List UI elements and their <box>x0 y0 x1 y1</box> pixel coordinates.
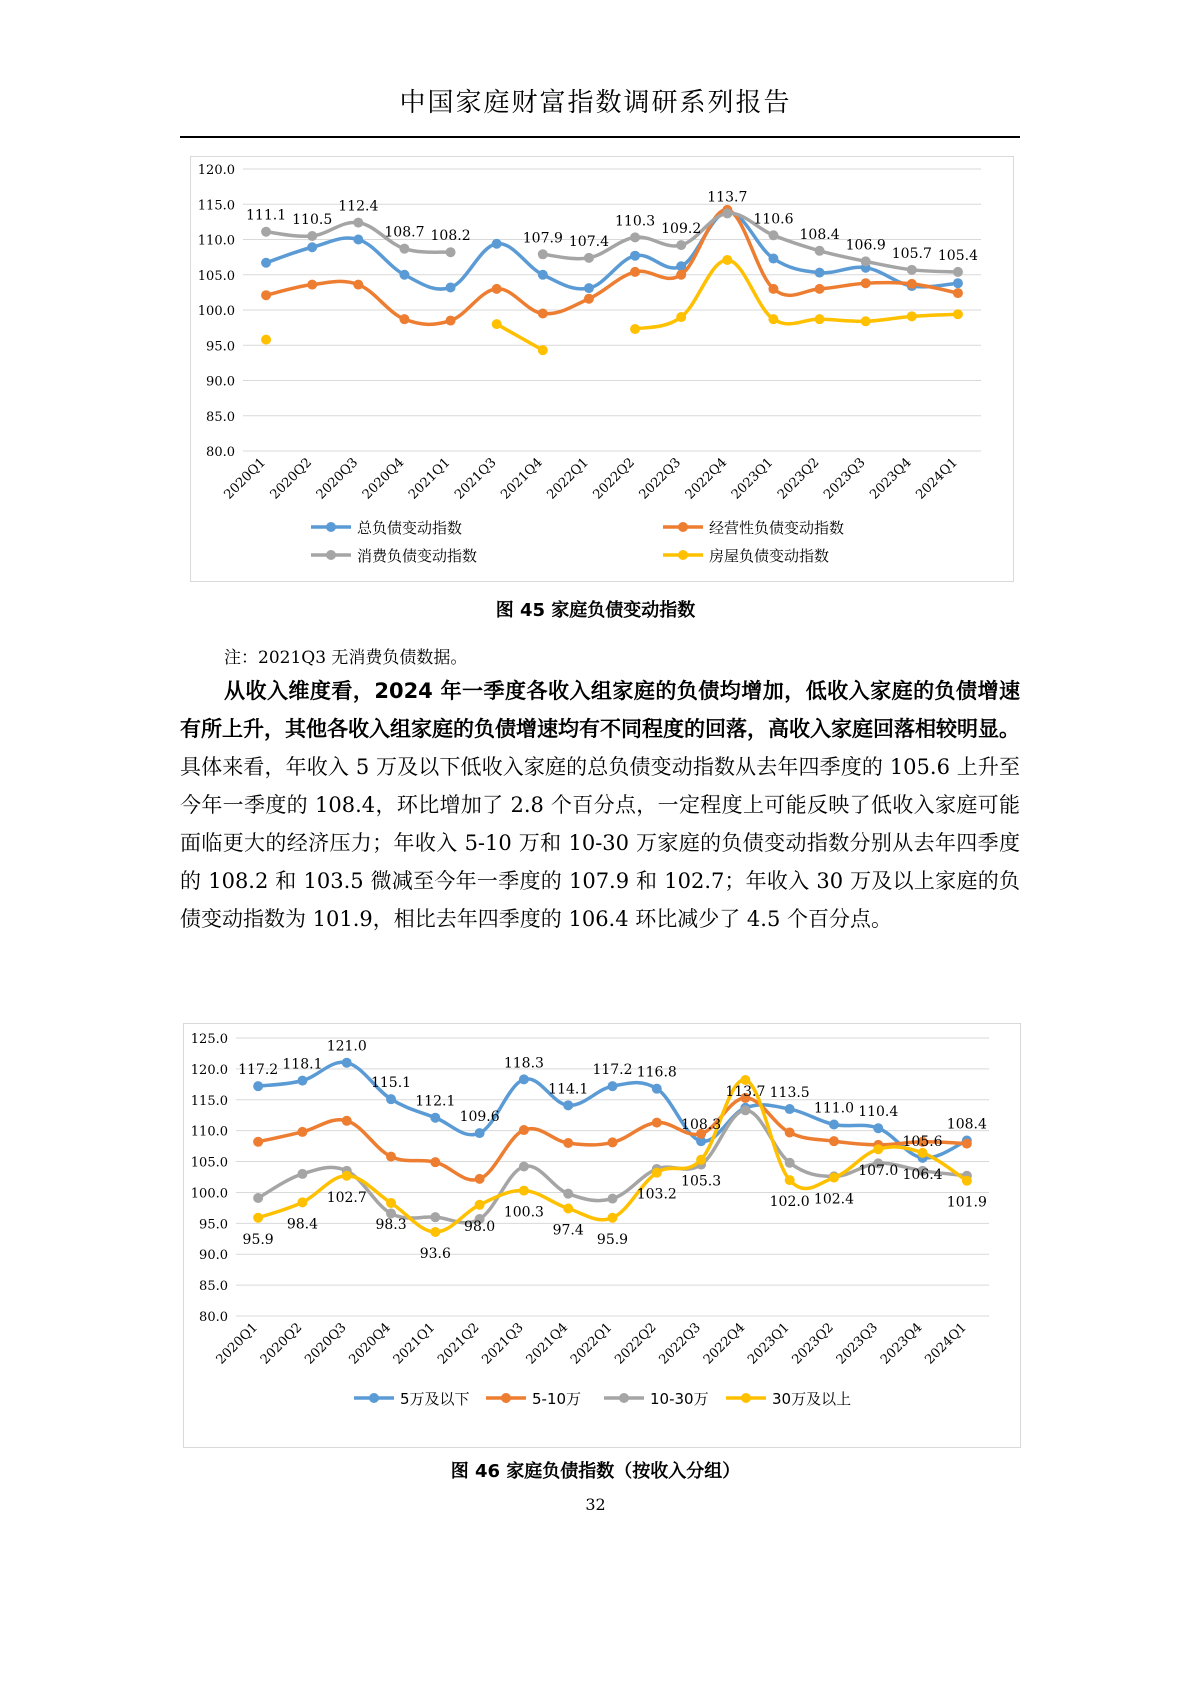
chart2-xtick-label: 2023Q3 <box>833 1320 882 1368</box>
chart2-series-1-data-label: 121.0 <box>326 1038 367 1055</box>
chart2-series-4-point <box>608 1213 618 1223</box>
chart2-series-1-point <box>342 1058 352 1068</box>
chart1-series-3-point <box>953 267 963 277</box>
chart2-series-1-data-label: 110.4 <box>858 1104 899 1121</box>
chart2-ytick-label: 105.0 <box>190 1155 228 1171</box>
chart1-note: 注：2021Q3 无消费负债数据。 <box>224 648 468 668</box>
chart2-series-2-point <box>608 1137 618 1147</box>
chart1-series-4-point <box>861 316 871 326</box>
chart1-legend-2-label: 经营性负债变动指数 <box>709 519 845 537</box>
chart2-xtick-label: 2023Q1 <box>745 1320 793 1368</box>
chart2-series-4-data-label: 100.3 <box>503 1204 544 1221</box>
chart2-series-1-data-label: 113.7 <box>725 1083 766 1100</box>
chart2-series-1-data-label: 115.1 <box>370 1075 412 1092</box>
chart2-series-1-data-label: 116.8 <box>636 1064 677 1081</box>
chart1-xtick-label: 2022Q4 <box>682 455 731 503</box>
chart2-ytick-label: 85.0 <box>199 1279 228 1295</box>
chart1-series-3-point <box>307 231 317 241</box>
chart1-series-3-data-label: 107.4 <box>568 233 609 250</box>
chart1-series-3-data-label: 111.1 <box>246 207 287 224</box>
chart2-legend-1-label: 5万及以下 <box>400 1390 470 1408</box>
chart1-series-4-point <box>907 311 917 321</box>
chart2-series-4-point <box>297 1197 307 1207</box>
chart1-series-2-point <box>584 294 594 304</box>
chart2-series-2-point <box>297 1127 307 1137</box>
chart2-series-2-point <box>475 1174 485 1184</box>
chart2-ytick-label: 110.0 <box>190 1124 228 1140</box>
chart2-xtick-label: 2020Q4 <box>346 1320 394 1368</box>
chart1-legend-4-marker <box>678 550 688 560</box>
report-header-title: 中国家庭财富指数调研系列报告 <box>399 88 792 118</box>
chart2-series-4-point <box>430 1227 440 1237</box>
chart2-ytick-label: 95.0 <box>199 1217 228 1233</box>
chart1-ytick-label: 90.0 <box>206 374 235 390</box>
chart2-series-2-point <box>519 1125 529 1135</box>
chart2-series-4-point <box>873 1144 883 1154</box>
chart2-series-4-point <box>253 1213 263 1223</box>
chart1-series-3-point <box>399 244 409 254</box>
chart2-series-4-point <box>785 1175 795 1185</box>
chart2-ytick-label: 120.0 <box>190 1062 228 1078</box>
chart2-xtick-label: 2021Q2 <box>435 1320 483 1368</box>
chart1-series-1-point <box>492 239 502 249</box>
chart1-series-3-point <box>353 218 363 228</box>
chart1-xtick-label: 2021Q1 <box>406 455 454 503</box>
chart2-series-1-point <box>430 1113 440 1123</box>
chart2-series-3-point <box>608 1194 618 1204</box>
chart2-series-4-data-label: 93.6 <box>419 1245 451 1262</box>
chart2-series-1-point <box>829 1119 839 1129</box>
chart2-xtick-label: 2020Q3 <box>302 1320 350 1368</box>
chart2-legend-4-label: 30万及以上 <box>772 1390 852 1408</box>
chart1-ytick-label: 100.0 <box>197 304 235 319</box>
chart1-xtick-label: 2020Q2 <box>267 455 316 503</box>
chart1-series-1-point <box>446 282 456 292</box>
chart1-series-3-data-label: 112.4 <box>338 198 379 215</box>
chart1-series-1-point <box>399 270 409 280</box>
chart1-legend-3-marker <box>326 550 336 560</box>
chart1-series-3-data-label: 110.5 <box>292 211 333 228</box>
chart2-series-4-data-label: 98.3 <box>375 1216 407 1233</box>
chart1-series-4-line <box>497 324 543 350</box>
chart2-legend-3-marker <box>619 1393 629 1403</box>
chart1-xtick-label: 2020Q4 <box>359 455 408 503</box>
chart1-xtick-label: 2022Q2 <box>590 455 638 503</box>
chart2-series-4-point <box>563 1204 573 1214</box>
chart1-series-1-point <box>953 278 963 288</box>
chart2-series-3-point <box>253 1193 263 1203</box>
chart2-series-4-data-label: 98.0 <box>464 1218 496 1235</box>
chart1-xtick-label: 2023Q4 <box>867 455 915 503</box>
chart2-svg <box>184 1024 1020 1447</box>
chart1-series-3-point <box>538 249 548 259</box>
chart1-legend-4-label: 房屋负债变动指数 <box>709 547 830 565</box>
chart1-series-2-point <box>630 267 640 277</box>
chart2-series-3-point <box>519 1161 529 1171</box>
chart2-series-2-point <box>785 1128 795 1138</box>
chart1-series-1-point <box>815 268 825 278</box>
chart1-legend-1-label: 总负债变动指数 <box>357 519 463 537</box>
chart2-legend-4-marker <box>741 1393 751 1403</box>
chart1-series-3-point <box>630 232 640 242</box>
chart1-series-3-point <box>584 253 594 263</box>
body-paragraph <box>180 672 1020 938</box>
chart1-series-1-point <box>307 242 317 252</box>
chart1-ytick-label: 115.0 <box>197 198 235 214</box>
chart2-ytick-label: 100.0 <box>190 1186 228 1202</box>
chart2-ytick-label: 125.0 <box>190 1032 228 1047</box>
chart2-legend-2-marker <box>501 1393 511 1403</box>
chart1-series-3-point <box>907 265 917 275</box>
paragraph-bold-lead: 从收入维度看，2024 年一季度各收入组家庭的负债均增加，低收入家庭的负债增速有所上升，其他各收入组家庭的负债增速均有不同程度的回落，高收入家庭回落相较明显。 <box>180 679 1020 741</box>
chart1-ytick-label: 105.0 <box>197 268 235 284</box>
chart2-series-4-point <box>652 1168 662 1178</box>
chart1-caption: 图 45 家庭负债变动指数 <box>495 600 696 621</box>
chart2-series-4-line <box>258 1080 967 1232</box>
chart1-series-3-point <box>815 246 825 256</box>
chart2-series-2-point <box>962 1139 972 1149</box>
chart1-xtick-label: 2021Q4 <box>498 455 546 503</box>
chart2-series-1-point <box>475 1128 485 1138</box>
chart2-series-1-data-label: 105.6 <box>902 1133 943 1150</box>
chart2-series-4-point <box>519 1186 529 1196</box>
chart1-xtick-label: 2023Q1 <box>728 455 777 503</box>
chart1-series-3-data-label: 106.9 <box>845 237 886 254</box>
chart2-xtick-label: 2022Q2 <box>612 1320 660 1368</box>
chart1-xtick-label: 2021Q3 <box>452 455 500 503</box>
chart2-series-1-data-label: 118.1 <box>282 1056 323 1073</box>
chart1-series-1-point <box>768 254 778 264</box>
chart1-series-3-data-label: 108.4 <box>799 226 840 243</box>
chart1-series-4-point <box>261 335 271 345</box>
chart2-series-4-data-label: 102.7 <box>326 1189 367 1206</box>
chart2-legend-2-label: 5-10万 <box>532 1390 582 1408</box>
chart1-series-4-point <box>630 324 640 334</box>
chart1-series-2-point <box>953 288 963 298</box>
chart2-series-2-point <box>563 1138 573 1148</box>
chart2-series-4-data-label: 105.3 <box>681 1173 722 1190</box>
chart2-series-1-data-label: 108.4 <box>946 1116 987 1133</box>
chart1-series-3-data-label: 110.6 <box>753 211 794 228</box>
chart2-ytick-label: 80.0 <box>199 1310 228 1325</box>
chart2-series-4-data-label: 102.4 <box>813 1191 855 1208</box>
chart2-series-1-data-label: 114.1 <box>548 1081 589 1098</box>
chart2-xtick-label: 2023Q2 <box>789 1320 837 1368</box>
chart2-xtick-label: 2020Q2 <box>257 1320 306 1368</box>
chart1-series-2-point <box>307 280 317 290</box>
chart2-series-1-point <box>608 1081 618 1091</box>
chart2-xtick-label: 2022Q4 <box>700 1320 749 1368</box>
chart1-series-4-point <box>538 345 548 355</box>
chart2-series-1-point <box>519 1074 529 1084</box>
chart2-series-2-point <box>829 1136 839 1146</box>
chart1-series-3-point <box>446 247 456 257</box>
chart1-series-2-point <box>538 309 548 319</box>
page-number: 32 <box>585 1495 606 1514</box>
chart2-series-3-point <box>297 1169 307 1179</box>
chart2-series-1-data-label: 113.5 <box>769 1085 810 1102</box>
chart2-xtick-label: 2022Q1 <box>567 1320 616 1368</box>
chart2-series-4-data-label: 95.9 <box>242 1231 274 1248</box>
chart1-legend-1-marker <box>326 522 336 532</box>
chart1-series-4-point <box>676 312 686 322</box>
chart1-ytick-label: 85.0 <box>206 409 235 425</box>
chart1-xtick-label: 2020Q3 <box>313 455 362 503</box>
chart1-series-1-point <box>630 251 640 261</box>
chart2-xtick-label: 2021Q1 <box>390 1320 439 1368</box>
chart1-series-2-point <box>492 284 502 294</box>
chart2-xtick-label: 2021Q4 <box>523 1320 572 1368</box>
chart2-series-4-data-label: 95.9 <box>596 1231 629 1248</box>
chart2-series-1-point <box>652 1084 662 1094</box>
chart2-series-1-point <box>297 1076 307 1086</box>
chart1-series-2-point <box>353 280 363 290</box>
chart2-series-1-data-label: 111.0 <box>813 1100 855 1117</box>
chart2-series-1-data-label: 117.2 <box>238 1062 279 1079</box>
chart1-series-4-point <box>953 309 963 319</box>
chart1-series-3-data-label: 113.7 <box>707 189 748 206</box>
chart2-series-4-point <box>962 1176 972 1186</box>
chart-debt-change-index <box>190 156 1014 582</box>
chart2-series-4-point <box>475 1200 485 1210</box>
chart2-xtick-label: 2020Q1 <box>213 1320 261 1368</box>
chart2-xtick-label: 2024Q1 <box>922 1320 970 1368</box>
chart1-ytick-label: 110.0 <box>197 233 235 249</box>
chart2-series-1-point <box>873 1123 883 1133</box>
chart2-series-2-point <box>386 1152 396 1162</box>
chart1-ytick-label: 80.0 <box>206 445 235 460</box>
chart1-xtick-label: 2023Q2 <box>775 455 823 503</box>
chart1-series-2-point <box>815 284 825 294</box>
chart2-series-2-point <box>652 1118 662 1128</box>
chart1-series-2-point <box>446 316 456 326</box>
header-rule <box>180 136 1020 138</box>
chart2-series-1-point <box>253 1081 263 1091</box>
chart1-series-3-data-label: 105.7 <box>891 245 932 262</box>
chart1-xtick-label: 2020Q1 <box>221 455 269 503</box>
chart1-series-3-data-label: 109.2 <box>661 221 702 238</box>
chart2-series-1-data-label: 117.2 <box>592 1062 633 1079</box>
chart1-ytick-label: 95.0 <box>206 339 235 355</box>
chart2-series-3-point <box>430 1212 440 1222</box>
chart2-ytick-label: 90.0 <box>199 1248 228 1264</box>
paragraph-body: 具体来看，年收入 5 万及以下低收入家庭的总负债变动指数从去年四季度的 105.6 上升至今年一季度的 108.4，环比增加了 2.8 个百分点，一定程度上可能反映了低收入家庭可能面临更大的经济压力；年收入 5-10 万和 10-30 万家庭的负债变动指数分别从去年四季度的 108.2 和 103.5 微减至今年一季度的 107.9 和 102.7；年收入 30 万及以上家庭的负债变动指数为 101.9，相比去年四季度的 106.4 环比减少了 4.5 个百分点。 <box>180 755 1020 931</box>
chart1-series-3-data-label: 107.9 <box>522 230 563 247</box>
chart2-caption: 图 46 家庭负债指数（按收入分组） <box>450 1461 741 1482</box>
chart2-series-1-data-label: 112.1 <box>415 1093 456 1110</box>
chart1-series-2-point <box>399 314 409 324</box>
chart1-xtick-label: 2024Q1 <box>913 455 961 503</box>
chart2-series-4-point <box>386 1198 396 1208</box>
chart1-series-4-point <box>815 314 825 324</box>
chart2-series-4-data-label: 102.0 <box>769 1194 810 1211</box>
chart1-series-3-data-label: 108.7 <box>384 224 425 241</box>
chart1-legend-3-label: 消费负债变动指数 <box>357 547 478 565</box>
chart2-series-1-point <box>785 1104 795 1114</box>
chart1-series-2-point <box>261 290 271 300</box>
chart1-legend-2-marker <box>678 522 688 532</box>
chart1-series-4-point <box>492 319 502 329</box>
chart1-series-3-point <box>261 227 271 237</box>
chart2-series-4-data-label: 103.2 <box>636 1186 677 1203</box>
chart2-series-1-data-label: 118.3 <box>503 1055 544 1072</box>
chart2-xtick-label: 2023Q4 <box>878 1320 926 1368</box>
chart-debt-index-by-income <box>183 1023 1021 1448</box>
chart1-series-2-point <box>676 270 686 280</box>
chart2-xtick-label: 2022Q3 <box>656 1320 704 1368</box>
chart1-series-1-point <box>353 235 363 245</box>
chart2-series-4-data-label: 97.4 <box>552 1222 584 1239</box>
chart1-series-3-data-label: 108.2 <box>430 228 471 245</box>
chart2-xtick-label: 2021Q3 <box>479 1320 527 1368</box>
chart1-series-1-point <box>538 270 548 280</box>
chart2-ytick-label: 115.0 <box>190 1093 228 1109</box>
chart2-legend-3-label: 10-30万 <box>650 1390 709 1408</box>
chart2-series-3-point <box>785 1158 795 1168</box>
chart1-series-2-point <box>861 278 871 288</box>
chart1-series-3-data-label: 110.3 <box>615 213 656 230</box>
chart1-svg <box>191 157 1013 581</box>
chart2-series-1-data-label: 109.6 <box>459 1109 500 1126</box>
chart1-series-2-point <box>907 279 917 289</box>
chart1-series-4-point <box>722 255 732 265</box>
chart2-series-3-point <box>563 1189 573 1199</box>
chart2-series-3-point <box>740 1105 750 1115</box>
chart2-series-2-point <box>253 1137 263 1147</box>
chart1-series-1-point <box>584 283 594 293</box>
chart2-series-4-data-label: 107.0 <box>858 1163 899 1180</box>
chart2-series-1-point <box>563 1100 573 1110</box>
chart1-series-3-point <box>861 256 871 266</box>
chart1-series-3-point <box>676 240 686 250</box>
chart1-series-2-point <box>768 284 778 294</box>
chart2-series-4-data-label: 98.4 <box>286 1216 319 1233</box>
chart2-series-4-point <box>696 1155 706 1165</box>
chart2-series-2-point <box>430 1157 440 1167</box>
chart1-series-4-point <box>768 314 778 324</box>
chart2-series-4-point <box>829 1173 839 1183</box>
chart1-series-3-point <box>768 230 778 240</box>
chart2-series-4-point <box>342 1171 352 1181</box>
chart1-xtick-label: 2022Q1 <box>544 455 592 503</box>
chart1-series-3-data-label: 105.4 <box>937 247 978 264</box>
chart2-series-4-data-label: 106.4 <box>902 1166 943 1183</box>
chart2-series-1-point <box>386 1094 396 1104</box>
chart2-series-1-data-label: 108.3 <box>681 1117 722 1134</box>
chart1-series-3-point <box>722 208 732 218</box>
chart1-series-1-point <box>261 258 271 268</box>
chart1-ytick-label: 120.0 <box>197 163 235 178</box>
chart1-xtick-label: 2023Q3 <box>821 455 869 503</box>
chart2-series-4-data-label: 101.9 <box>946 1194 987 1211</box>
chart1-xtick-label: 2022Q3 <box>636 455 685 503</box>
chart2-series-2-point <box>342 1116 352 1126</box>
chart2-legend-1-marker <box>369 1393 379 1403</box>
